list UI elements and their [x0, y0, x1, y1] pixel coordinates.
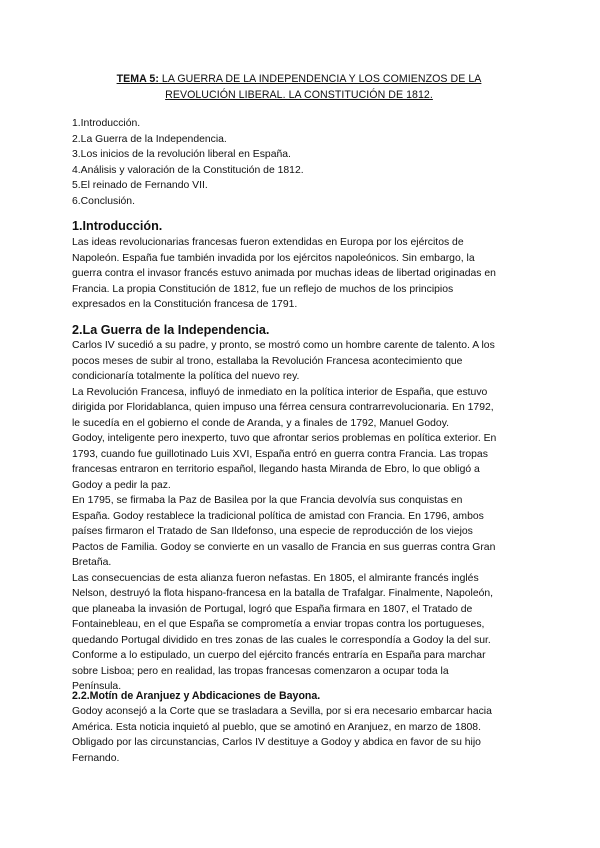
text-line: pocos meses de subir al trono, estallaba la Revolución Francesa acontecimiento que [72, 355, 463, 367]
document-title [90, 72, 508, 103]
text-line: Godoy aconsejó a la Corte que se trasladara a Sevilla, por si era necesario embarcar hacia [72, 706, 492, 717]
text-line: guerra contra el invasor francés estuvo animada por muchas ideas de libertad originadas en [72, 268, 496, 279]
text-line: francesas entraron en territorio español, llegando hasta Miranda de Ebro, lo que obligó a [72, 464, 480, 475]
text-line: Godoy, inteligente pero inexperto, tuvo que afrontar serios problemas en política exterior. En [72, 433, 497, 444]
text-line: sobre Lisboa; pero en realidad, las tropas francesas comenzaron a ocupar toda la [72, 665, 449, 677]
text-line: Carlos IV sucedió a su padre, y pronto, se mostró como un hombre carente de talento. A los [72, 340, 495, 351]
text-line: países firmaron el Tratado de San Ildefonso, una especie de reproducción de los viejos [72, 526, 473, 537]
toc-item: 4.Análisis y valoración de la Constitución de 1812. [72, 164, 304, 176]
section-body-guerra [72, 338, 528, 695]
text-line: dirigida por Floridablanca, quien impuso una férrea censura contrarrevolucionaria. En 1792, [72, 402, 494, 413]
title-line-1 [90, 72, 508, 88]
toc-item: 1.Introducción. [72, 118, 141, 129]
text-line: condicionaría totalmente la política del nuevo rey. [72, 371, 300, 382]
text-line: Península. [72, 681, 122, 692]
text-line: Francia. La propia Constitución de 1812, fue un reflejo de muchos de los principios [72, 283, 454, 295]
section-heading-introduccion: 1.Introducción. [72, 219, 163, 233]
text-line: Nelson, destruyó la flota hispano-francesa en la batalla de Trafalgar. Finalmente, Napoleón, [72, 588, 494, 599]
text-line: que planeaba la invasión de Portugal, logró que España firmara en 1807, el Tratado de [72, 603, 473, 615]
text-line: le sucedía en el gobierno el conde de Aranda, y a finales de 1792, Manuel Godoy. [72, 417, 450, 429]
toc-item: 5.El reinado de Fernando VII. [72, 180, 208, 192]
text-line: Godoy a pedir la paz. [72, 479, 171, 491]
text-line: España. Godoy restablece la tradicional política de amistad con Francia. En 1796, ambos [72, 510, 484, 522]
toc-item: 2.La Guerra de la Independencia. [72, 133, 227, 145]
text-line: 1793, cuando fue guillotinado Luis XVI, España entró en guerra contra Francia. Las tropas [72, 448, 488, 460]
text-line: Las ideas revolucionarias francesas fueron extendidas en Europa por los ejércitos de [72, 237, 464, 248]
text-line: Napoleón. España fue también invadida por los ejércitos napoleónicos. Sin embargo, la [72, 252, 475, 264]
text-line: Las consecuencias de esta alianza fueron nefastas. En 1805, el almirante francés inglés [72, 572, 479, 584]
text-line: En 1795, se firmaba la Paz de Basilea por la que Francia devolvía sus conquistas en [72, 495, 463, 506]
text-line: Bretaña. [72, 557, 112, 568]
section-body-motin-aranjuez [72, 704, 528, 766]
text-line: quedando Portugal dividido en tres zonas de las cuales le correspondía a Godoy la del sur. [72, 634, 491, 646]
toc-item: 3.Los inicios de la revolución liberal en España. [72, 149, 291, 161]
title-line-1-text: LA GUERRA DE LA INDEPENDENCIA Y LOS COMIENZOS DE LA [158, 73, 482, 85]
table-of-contents [72, 116, 532, 210]
section-body-introduccion [72, 235, 528, 313]
text-line: expresados en la Constitución francesa de 1791. [72, 299, 298, 310]
title-line-2: REVOLUCIÓN LIBERAL. LA CONSTITUCIÓN DE 1812. [165, 88, 433, 101]
text-line: La Revolución Francesa, influyó de inmediato en la política interior de España, que estuvo [72, 386, 488, 398]
text-line: América. Esta noticia inquietó al pueblo, que se amotinó en Aranjuez, en marzo de 1808. [72, 721, 481, 733]
text-line: Obligado por las circunstancias, Carlos IV destituye a Godoy y abdica en favor de su hijo [72, 737, 481, 748]
text-line: Conforme a lo estipulado, un cuerpo del ejército francés entraría en España para marchar [72, 650, 486, 661]
toc-item: 6.Conclusión. [72, 195, 135, 207]
text-line: Pactos de Familia. Godoy se convierte en un vasallo de Francia en sus guerras contra Gran [72, 541, 496, 553]
section-heading-guerra: 2.La Guerra de la Independencia. [72, 323, 270, 337]
section-heading-motin-aranjuez: 2.2.Motín de Aranjuez y Abdicaciones de Bayona. [72, 690, 321, 702]
title-label: TEMA 5: [116, 73, 159, 85]
text-line: Fernando. [72, 752, 120, 764]
text-line: Fontainebleau, en el que España se comprometía a enviar tropas contra los portugueses, [72, 619, 485, 630]
